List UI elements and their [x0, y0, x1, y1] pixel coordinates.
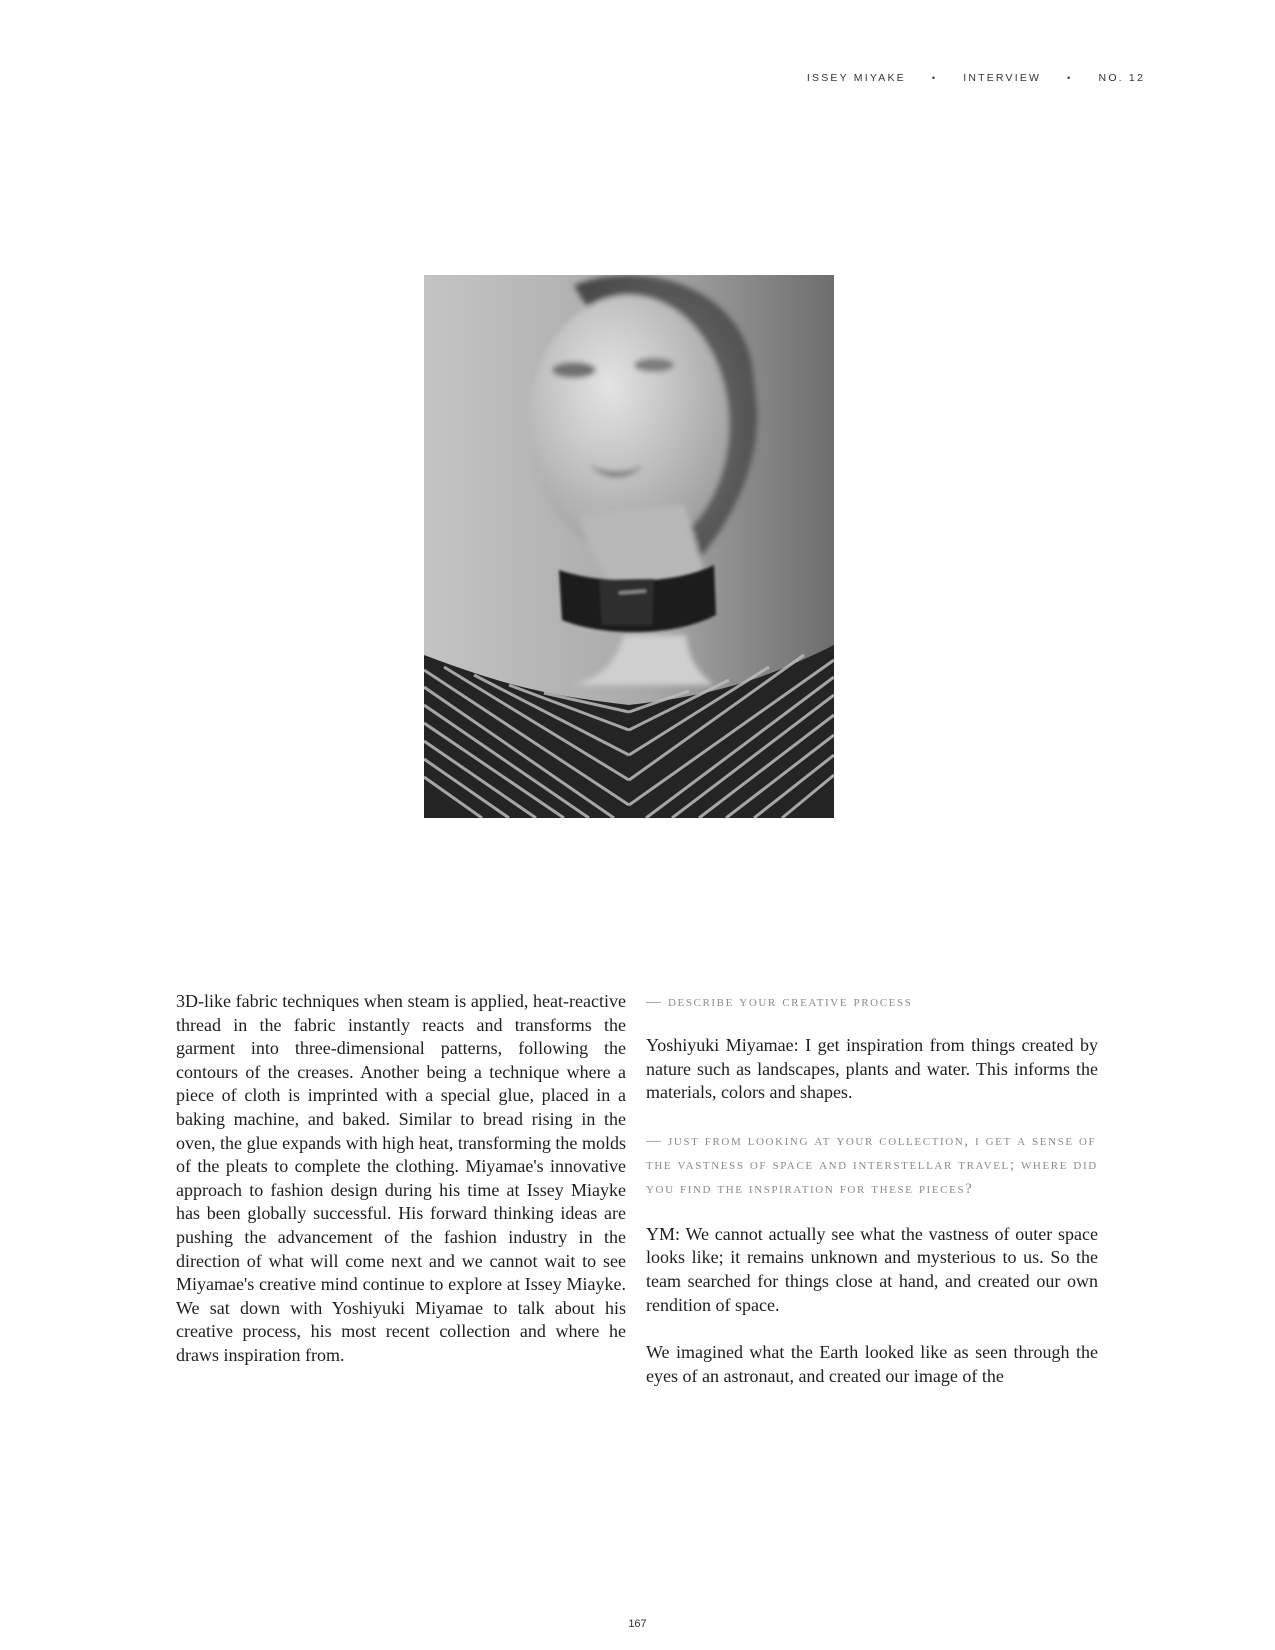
- header-brand: ISSEY MIYAKE: [806, 72, 906, 84]
- article-column-left: [176, 990, 626, 1368]
- interview-answer: We imagined what the Earth looked like as seen through the eyes of an astronaut, and created our image of the: [646, 1342, 1098, 1386]
- article-column-right: [646, 990, 1098, 1388]
- page-number: 167: [628, 1618, 647, 1630]
- interview-answer: YM: We cannot actually see what the vastness of outer space looks like; it remains unknown and mysterious to us. So the team searched for things close at hand, and created our own rendition of space.: [646, 1223, 1098, 1315]
- portrait-photo: [424, 275, 834, 818]
- header-section: INTERVIEW: [963, 72, 1042, 84]
- interview-answer: Yoshiyuki Miyamae: I get inspiration from things created by nature such as landscapes, plants and water. This informs the materials, colors and shapes.: [646, 1035, 1098, 1103]
- header-separator: •: [931, 73, 938, 83]
- interview-question: — describe your creative process: [646, 994, 913, 1010]
- article-paragraph: 3D-like fabric techniques when steam is applied, heat-reactive thread in the fabric instantly reacts and transforms the garment into three-dimensional patterns, following the contours of the creases. Another being a technique where a piece of cloth is imprinted with a special glue, placed in a baking machine, and baked. Similar to bread rising in the oven, the glue expands with high heat, transforming the molds of the pleats to complete the clothing. Miyamae's innovative approach to fashion design during his time at Issey Miayke has been globally successful. His forward thinking ideas are pushing the advancement of the fashion industry in the direction of what will come next and we cannot wait to see Miyamae's creative mind continue to explore at Issey Miayke. We sat down with Yoshiyuki Miyamae to talk about his creative process, his most recent collection and where he draws inspiration from.: [176, 991, 626, 1365]
- running-header: [807, 72, 1145, 84]
- header-issue: NO. 12: [1098, 72, 1145, 84]
- interview-question: — just from looking at your collection, i get a sense of the vastness of space and interstellar travel; where did you find the inspiration for these pieces?: [646, 1132, 1098, 1197]
- portrait-illustration: [424, 275, 834, 818]
- header-separator: •: [1067, 73, 1073, 83]
